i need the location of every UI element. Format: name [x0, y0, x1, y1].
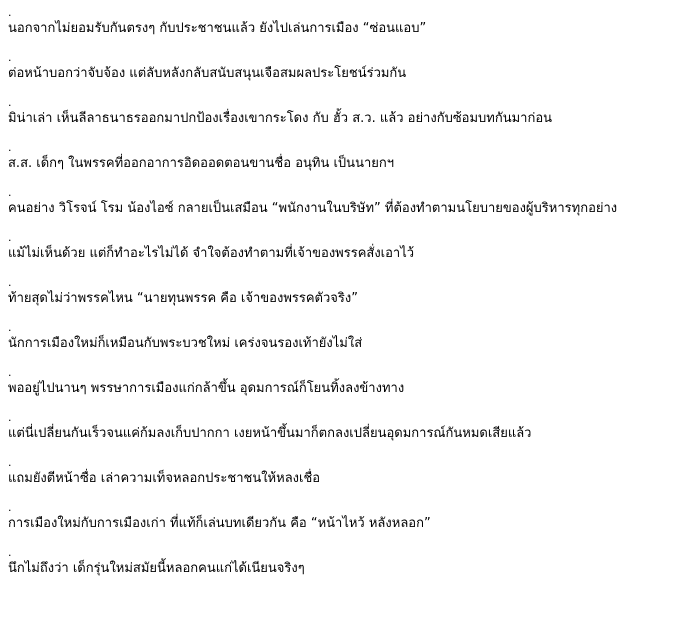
paragraph-text: ส.ส. เด็กๆ ในพรรคที่ออกอาการอิดออดตอนขานชื่อ อนุทิน เป็นนายกฯ — [8, 156, 395, 171]
paragraph-text: แต่นี่เปลี่ยนกันเร็วจนแค่ก้มลงเก็บปากกา เงยหน้าขึ้นมาก็ตกลงเปลี่ยนอุดมการณ์กันหมดเสียแล้ว — [8, 426, 532, 441]
paragraph-dot: . — [8, 456, 12, 469]
paragraph — [8, 368, 663, 400]
paragraph — [8, 458, 663, 490]
paragraph — [8, 188, 663, 220]
paragraph-dot: . — [8, 411, 12, 424]
paragraph-dot: . — [8, 276, 12, 289]
paragraph-dot: . — [8, 501, 12, 514]
paragraph — [8, 503, 663, 535]
paragraph — [8, 143, 663, 175]
article-body — [8, 8, 663, 593]
paragraph — [8, 53, 663, 85]
paragraph-text: การเมืองใหม่กับการเมืองเก่า ที่แท้ก็เล่นบทเดียวกัน คือ “หน้าไหว้ หลังหลอก” — [8, 516, 431, 531]
paragraph — [8, 278, 663, 310]
paragraph-dot: . — [8, 6, 12, 19]
paragraph-dot: . — [8, 96, 12, 109]
paragraph-dot: . — [8, 321, 12, 334]
paragraph — [8, 8, 663, 40]
paragraph-text: แม้ไม่เห็นด้วย แต่ก็ทำอะไรไม่ได้ จำใจต้องทำตามที่เจ้าของพรรคสั่งเอาไว้ — [8, 246, 415, 261]
paragraph-text: นึกไม่ถึงว่า เด็กรุ่นใหม่สมัยนี้หลอกคนแก่ได้เนียนจริงๆ — [8, 561, 305, 576]
paragraph-text: ท้ายสุดไม่ว่าพรรคไหน “นายทุนพรรค คือ เจ้าของพรรคตัวจริง” — [8, 291, 358, 306]
paragraph-text: ต่อหน้าบอกว่าจับจ้อง แต่ลับหลังกลับสนับสนุนเจือสมผลประโยชน์ร่วมกัน — [8, 66, 407, 81]
paragraph-dot: . — [8, 366, 12, 379]
paragraph-dot: . — [8, 141, 12, 154]
paragraph-text: คนอย่าง วิโรจน์ โรม น้องไอซ์ กลายเป็นเสมือน “พนักงานในบริษัท” ที่ต้องทำตามนโยบายของผู้บริหารทุกอย่าง — [8, 201, 618, 216]
paragraph — [8, 323, 663, 355]
paragraph-text: แถมยังตีหน้าซื่อ เล่าความเท็จหลอกประชาชนให้หลงเชื่อ — [8, 471, 321, 486]
paragraph-dot: . — [8, 51, 12, 64]
paragraph-dot: . — [8, 231, 12, 244]
paragraph — [8, 413, 663, 445]
paragraph-text: มิน่าเล่า เห็นลีลาธนาธรออกมาปกป้องเรื่องเขากระโดง กับ ฮั้ว ส.ว. แล้ว อย่างกับซ้อมบทกันมาก่อน — [8, 111, 553, 126]
paragraph-dot: . — [8, 546, 12, 559]
paragraph-text: นักการเมืองใหม่ก็เหมือนกับพระบวชใหม่ เคร่งจนรองเท้ายังไม่ใส่ — [8, 336, 363, 351]
paragraph — [8, 98, 663, 130]
paragraph-dot: . — [8, 186, 12, 199]
paragraph-text: นอกจากไม่ยอมรับกันตรงๆ กับประชาชนแล้ว ยังไปเล่นการเมือง “ซ่อนแอบ” — [8, 21, 427, 36]
paragraph — [8, 548, 663, 580]
paragraph — [8, 233, 663, 265]
paragraph-text: พออยู่ไปนานๆ พรรษาการเมืองแก่กล้าขึ้น อุดมการณ์ก็โยนทิ้งลงข้างทาง — [8, 381, 405, 396]
